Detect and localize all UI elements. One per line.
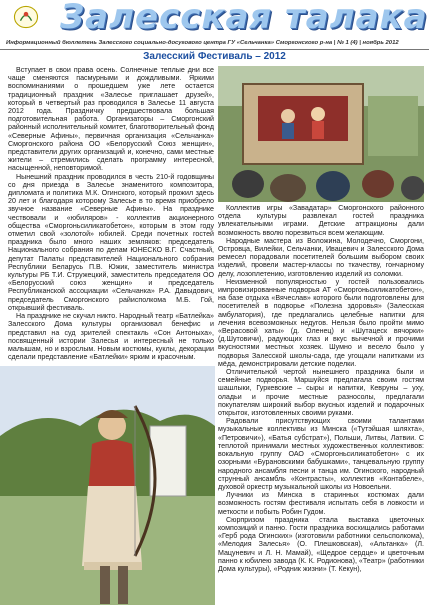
article-headline: Залесский Фестиваль – 2012 — [143, 51, 286, 62]
article-paragraph: Коллектив игры «Завадатар» Сморгонского районного отдела культуры развлекал гостей праздника увлекательными играми. Детские аттракционы дали возможность вволю порезвиться всем желающим. — [218, 204, 424, 237]
article-paragraph: Народные мастера из Воложина, Молодечно, Сморгони, Островца, Вилейки, Сельчанки, Ивацевич и Залесского Дома ремесел порадовали посетителей большим выбором своих изделий, провели мастер-классы по ткачеству, гончарному делу, лозоплетению, изготовлению изделий из соломки. — [218, 236, 424, 278]
header-divider — [0, 49, 429, 50]
article-paragraph: На празднике не скучал никто. Народный театр «Батлейка» Залесского Дома культуры организовал бенефис и представил на суд зрителей спектакль «Сон Антоныха», посвященный истории Залесья и интересный не только малышам, но и взрослым. Новым костюмы, куклы, декорации сделали представление «Батлейки» ярким и красочным. — [8, 312, 214, 362]
photo-puppet-theatre — [218, 66, 424, 202]
article-paragraph: Нынешний праздник проводился в честь 210-й годовщины со дня приезда в Залесье знаменитого композитора, дипломата и политика М.К. Огинского, который прожил здесь 20 лет и благодаря которому Залесье в то время приобрело звучное название «Северные Афины». На празднике чествовали и «юбиляров» - коллектив акционерного общества «Сморгоньсиликатобетон», которым в этом году отметил свой «золотой» юбилей. Среди почетных гостей праздника было много наших земляков: председатель Национального собрания по делам ЮНЕСКО В.Г. Счастный, депутат Палаты представителей Национального собрания Республики Беларусь П.В. Южик, заместитель министра культуры РБ Т.И. Стружецкий, заместитель председателя ОО «Белорусский союз женщин» и председатель Республиканской ассоциации «Сельчанка» Р.А. Давыдович, председатель Сморгонского райисполкома М.Б. Гой, открывший фестиваль. — [8, 172, 214, 312]
newsletter-logo — [8, 3, 48, 37]
article-paragraph: Вступает в свои права осень. Солнечные теплые дни все чаще сменяются пасмурными и дождливыми. Яркими воспоминаниями о прошедшем уже лете остается традиционный праздник «Залесье приглашает друзей», который в четвертый раз проводился в Залесье 11 августа 2012 года. Праздничку предшествовала большая подготовительная работа. Организаторы – Сморгонский районный исполнительный комитет, благотворительный фонд «Северные Афины», первичная организация «Сельчанка» Сморгонского района ОО «Белорусский Союз женщин», представители других организаций и, конечно, сами местные жители – стремились сделать программу интересной, насыщенной, неповторимой. — [8, 66, 214, 173]
article-paragraph: Лучники из Минска в старинных костюмах дали возможность гостям фестиваля испытать себя в ловкости и меткости и побыть Робин Гудом. — [218, 491, 424, 516]
article-paragraph: Отличительной чертой нынешнего праздника были и семейные подворья. Маршуйся предлагала своим гостям шашлыки, Гуркевские – сыры и напитки, Кевруны – уху, оладьи и прочие местные разносолы, предлагали покупателям широкий выбор вкусных изделий и подарочных открыток, изготовленных своими руками. — [218, 368, 424, 418]
newsletter-subline: Информационный бюллетень Залесского социально-досугового центра ГУ «Сельчанка» Сморгонского р-на | № 1 (4) | ноябрь 2012 — [6, 40, 399, 46]
masthead — [0, 0, 429, 37]
newsletter-title: Залесская талака — [60, 0, 428, 37]
photo-archer-image — [0, 366, 215, 605]
article-paragraph: Радовали присутствующих своими талантами музыкальные коллективы из Минска («Тутэйшая шляхта», «Петровичи»), «Батья субстрат»), Польши, Литвы, Латвии. С теплотой принимали местных художественных коллективов: вокальную группу ОАО «Сморгоньсиликатобетон» с их озорными «Бурановскими бабушками», танцевальную группу народного ансамбля песни и танца им. Огинского, народный струнный ансамбль «Контрасты», коллектив «Контабеле», духовой оркестр музыкальной школы из Новоельни. — [218, 417, 424, 491]
article-column-left — [8, 66, 214, 364]
article-column-right — [218, 204, 424, 602]
article-paragraph: Неизменной популярностью у гостей пользовались импровизированные подворья АТ «Сморгоньсиликатобетон», на базе отдыха «Вячеслав» которого были подготовлены для посетителей в подворье «Полезна здоровья» (Залесская амбулатория), где предлагались целебные напитки для лечения всевозможных недугов. Нельзя было пройти мимо «Верасовой хаты» (д. Оленец) и «Шутацеск вячорки» (д.Шутовичи), радующих глаз и вкус вычечной и прочими вкусностями местных хозяек. Шумно и весело было у подворья Залесской школы-сада, где угощали напитками из мёда, демонстрировали детские поделки. — [218, 277, 424, 368]
photo-archer — [0, 366, 215, 605]
article-paragraph: Сюрпризом праздника стала выставка цветочных композиций и панно. Гости праздника восхищались работами «Герб рода Огинских» (изготовили работники сельсполкома), «Мелодия Залесья» (О. Плешковская), «Альтанка» (Л. Мацуневич и Л. Н. Мамай), «Щедрое сердце» и цветочным панно к юбилею завода (К. К. Родионова), «Театр» (работники Дома культуры), «Родник жизни» (Т. Кекун), — [218, 515, 424, 573]
photo-puppet-theatre-image — [218, 66, 424, 202]
logo-emblem-icon — [13, 5, 39, 29]
